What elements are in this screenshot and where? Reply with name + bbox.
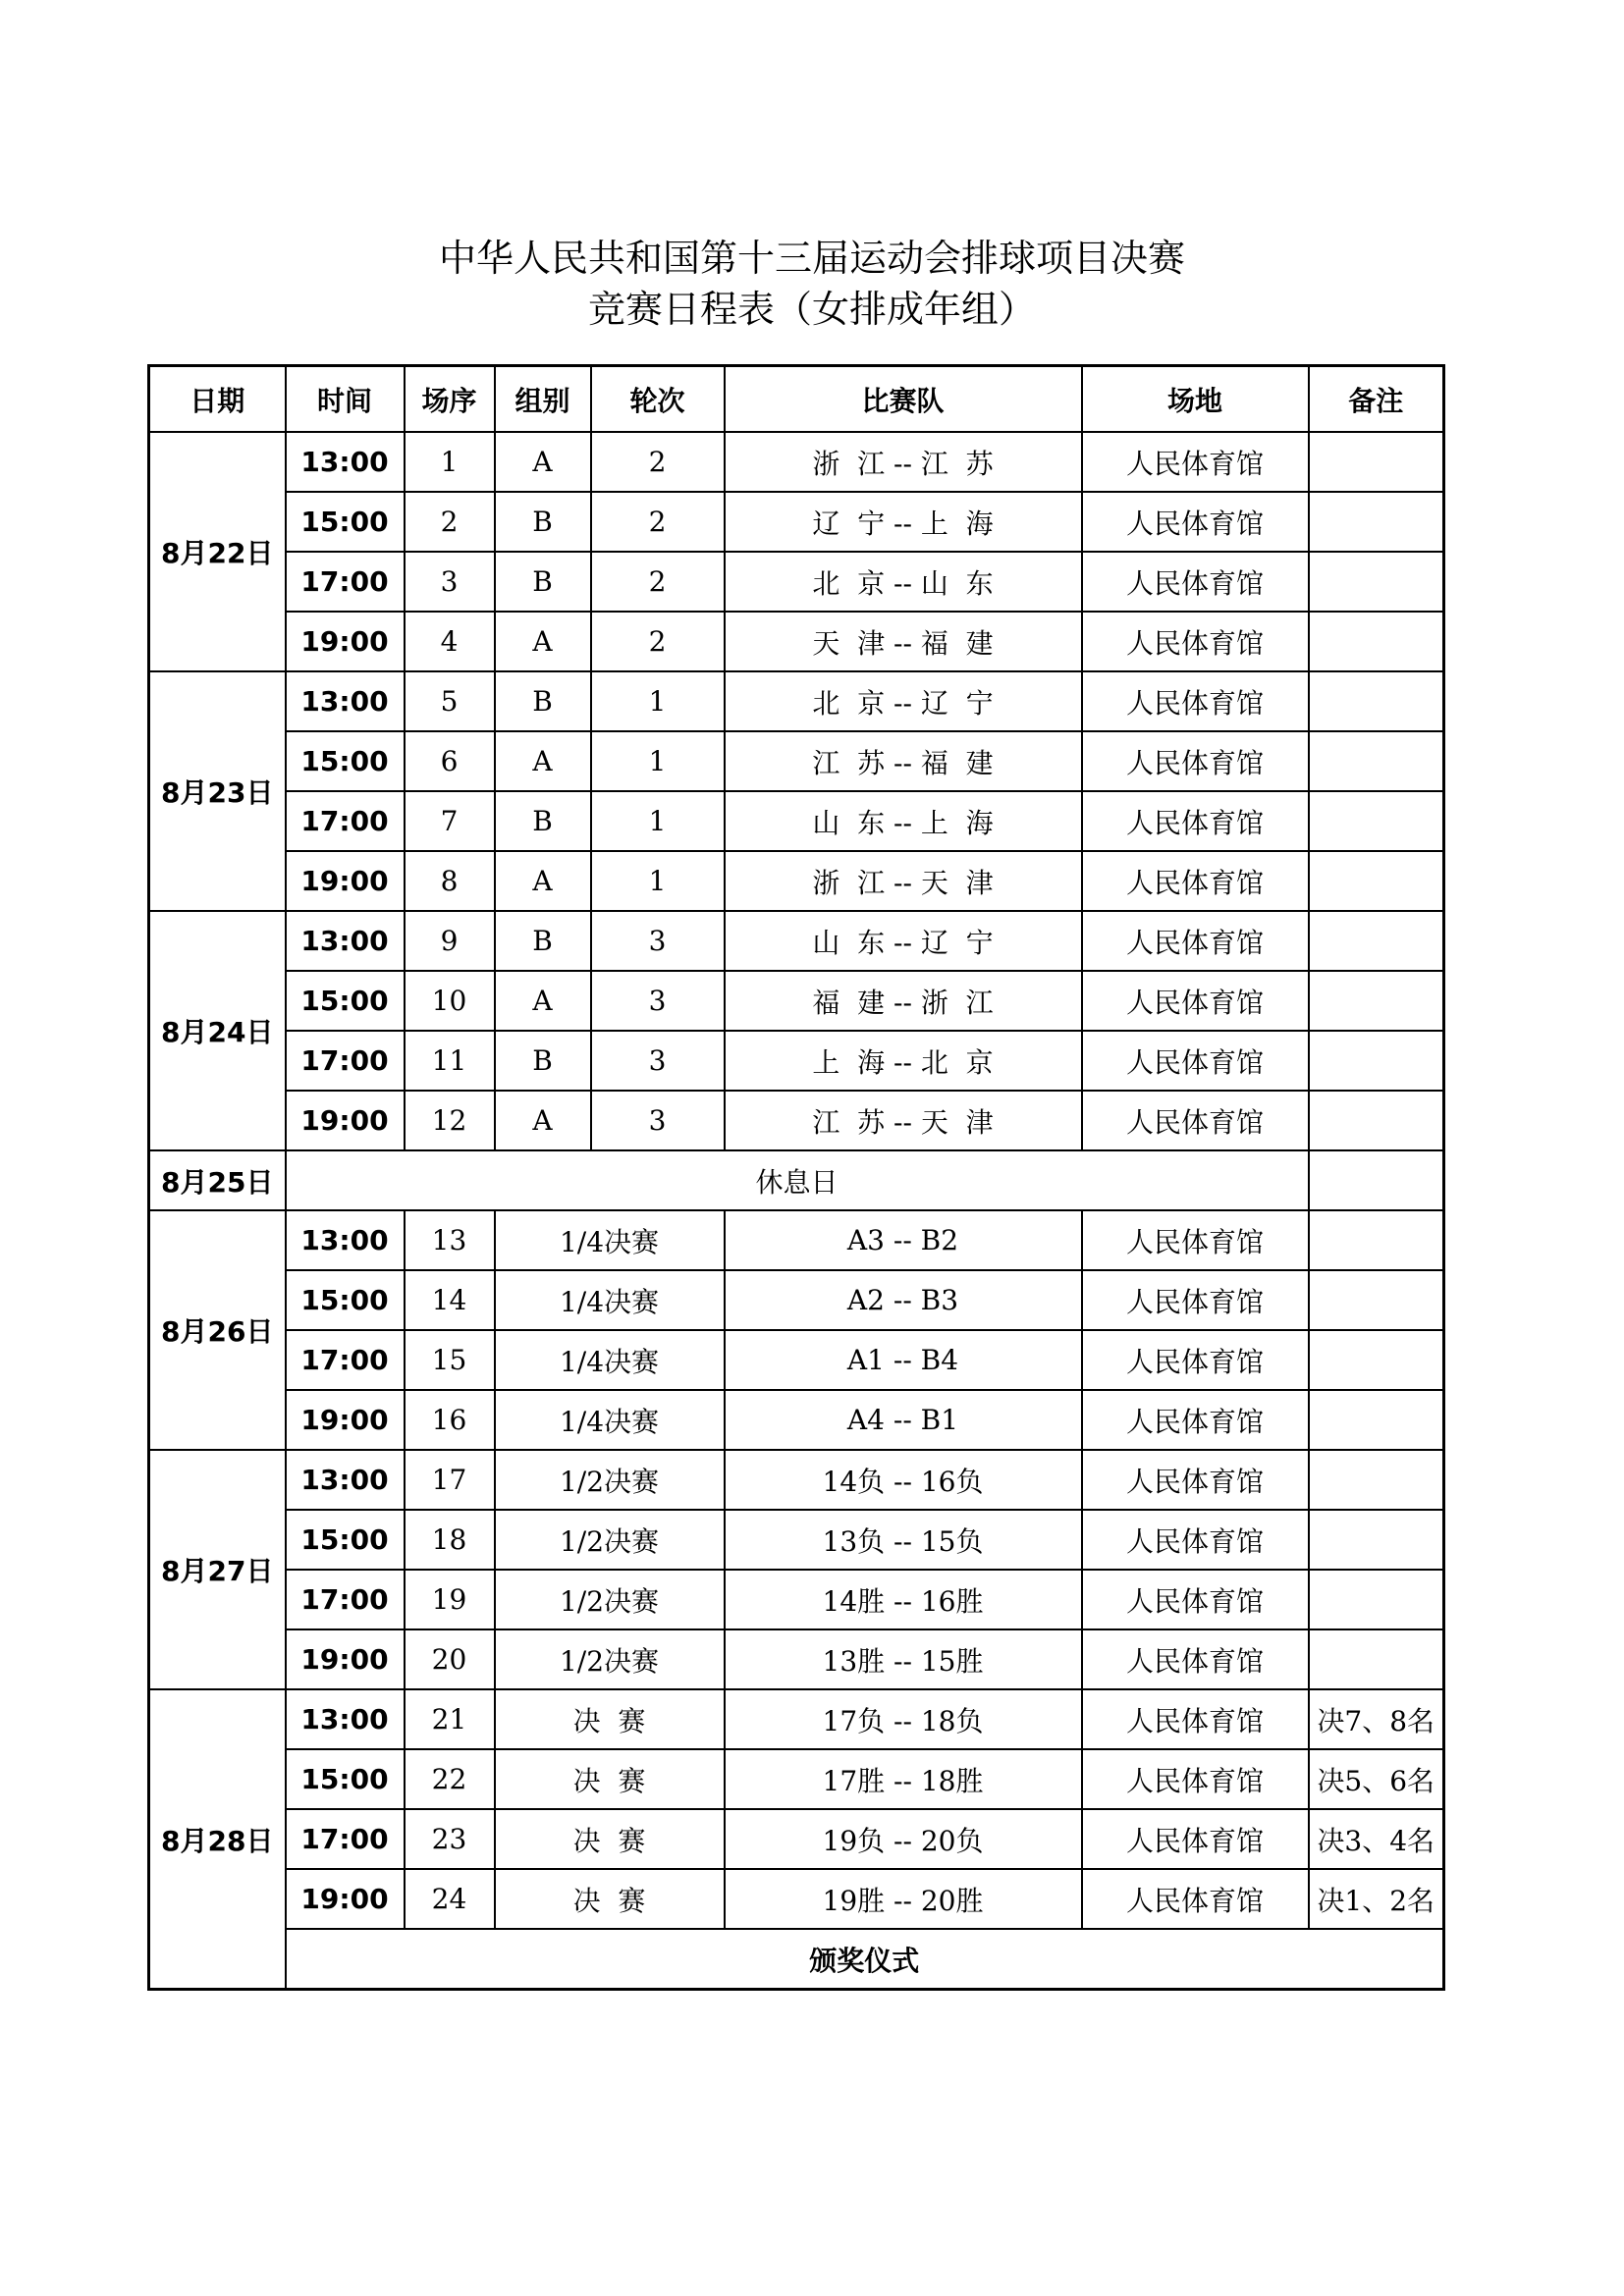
match-no-cell: 11 (405, 1031, 495, 1091)
teams-cell: A3 -- B2 (725, 1210, 1082, 1270)
time-cell: 19:00 (286, 1091, 405, 1150)
time-cell: 15:00 (286, 731, 405, 791)
venue-cell: 人民体育馆 (1082, 1749, 1309, 1809)
time-cell: 13:00 (286, 1689, 405, 1749)
time-cell: 13:00 (286, 671, 405, 731)
venue-cell: 人民体育馆 (1082, 612, 1309, 671)
table-row (149, 1809, 1444, 1869)
note-cell (1309, 432, 1444, 492)
table-row (149, 612, 1444, 671)
note-cell (1309, 911, 1444, 971)
ceremony-label: 颁奖仪式 (286, 1929, 1444, 1990)
round-cell: 2 (591, 432, 725, 492)
match-no-cell: 7 (405, 791, 495, 851)
date-cell: 8月23日 (149, 671, 286, 911)
match-no-cell: 9 (405, 911, 495, 971)
note-cell: 决3、4名 (1309, 1809, 1444, 1869)
match-no-cell: 1 (405, 432, 495, 492)
table-row (149, 1210, 1444, 1270)
round-cell: 1 (591, 671, 725, 731)
header-group: 组别 (495, 366, 591, 433)
ceremony-row (149, 1929, 1444, 1990)
note-cell (1309, 1091, 1444, 1150)
note-cell (1309, 971, 1444, 1031)
group-cell: B (495, 911, 591, 971)
group-cell: A (495, 432, 591, 492)
time-cell: 19:00 (286, 851, 405, 911)
round-cell: 3 (591, 911, 725, 971)
table-row (149, 1510, 1444, 1570)
date-cell: 8月27日 (149, 1450, 286, 1689)
note-cell (1309, 731, 1444, 791)
time-cell: 19:00 (286, 612, 405, 671)
note-cell (1309, 1330, 1444, 1390)
stage-cell: 1/2决赛 (495, 1570, 725, 1629)
table-row (149, 1390, 1444, 1450)
round-cell: 3 (591, 971, 725, 1031)
stage-cell: 1/4决赛 (495, 1270, 725, 1330)
group-cell: A (495, 1091, 591, 1150)
table-row (149, 851, 1444, 911)
group-cell: B (495, 552, 591, 612)
header-round: 轮次 (591, 366, 725, 433)
venue-cell: 人民体育馆 (1082, 1390, 1309, 1450)
teams-cell: 14负 -- 16负 (725, 1450, 1082, 1510)
venue-cell: 人民体育馆 (1082, 432, 1309, 492)
note-cell (1309, 612, 1444, 671)
table-row (149, 671, 1444, 731)
venue-cell: 人民体育馆 (1082, 851, 1309, 911)
round-cell: 3 (591, 1091, 725, 1150)
table-row (149, 1330, 1444, 1390)
teams-cell: 天 津 -- 福 建 (725, 612, 1082, 671)
date-cell: 8月22日 (149, 432, 286, 671)
match-no-cell: 20 (405, 1629, 495, 1689)
venue-cell: 人民体育馆 (1082, 1689, 1309, 1749)
venue-cell: 人民体育馆 (1082, 671, 1309, 731)
stage-cell: 1/4决赛 (495, 1330, 725, 1390)
time-cell: 15:00 (286, 1270, 405, 1330)
teams-cell: 13负 -- 15负 (725, 1510, 1082, 1570)
group-cell: B (495, 492, 591, 552)
match-no-cell: 21 (405, 1689, 495, 1749)
venue-cell: 人民体育馆 (1082, 1629, 1309, 1689)
round-cell: 1 (591, 731, 725, 791)
time-cell: 15:00 (286, 1749, 405, 1809)
teams-cell: 江 苏 -- 福 建 (725, 731, 1082, 791)
teams-cell: 辽 宁 -- 上 海 (725, 492, 1082, 552)
teams-cell: 浙 江 -- 天 津 (725, 851, 1082, 911)
stage-cell: 决 赛 (495, 1869, 725, 1929)
header-match-no: 场序 (405, 366, 495, 433)
match-no-cell: 12 (405, 1091, 495, 1150)
round-cell: 2 (591, 552, 725, 612)
match-no-cell: 5 (405, 671, 495, 731)
table-row (149, 1689, 1444, 1749)
venue-cell: 人民体育馆 (1082, 971, 1309, 1031)
group-cell: A (495, 612, 591, 671)
match-no-cell: 15 (405, 1330, 495, 1390)
time-cell: 13:00 (286, 911, 405, 971)
header-note: 备注 (1309, 366, 1444, 433)
note-cell (1309, 671, 1444, 731)
time-cell: 17:00 (286, 791, 405, 851)
group-cell: A (495, 971, 591, 1031)
note-cell (1309, 1629, 1444, 1689)
table-row (149, 1629, 1444, 1689)
table-row (149, 1270, 1444, 1330)
match-no-cell: 8 (405, 851, 495, 911)
note-cell (1309, 791, 1444, 851)
table-row (149, 1450, 1444, 1510)
note-cell (1309, 552, 1444, 612)
note-cell (1309, 1570, 1444, 1629)
note-cell (1309, 1150, 1444, 1210)
stage-cell: 1/4决赛 (495, 1210, 725, 1270)
time-cell: 15:00 (286, 492, 405, 552)
teams-cell: 山 东 -- 上 海 (725, 791, 1082, 851)
header-row (149, 366, 1444, 433)
note-cell (1309, 1510, 1444, 1570)
header-date: 日期 (149, 366, 286, 433)
table-row (149, 432, 1444, 492)
round-cell: 3 (591, 1031, 725, 1091)
group-cell: B (495, 1031, 591, 1091)
time-cell: 13:00 (286, 1450, 405, 1510)
match-no-cell: 3 (405, 552, 495, 612)
teams-cell: 北 京 -- 山 东 (725, 552, 1082, 612)
match-no-cell: 24 (405, 1869, 495, 1929)
note-cell (1309, 492, 1444, 552)
stage-cell: 决 赛 (495, 1809, 725, 1869)
teams-cell: 19胜 -- 20胜 (725, 1869, 1082, 1929)
header-teams: 比赛队 (725, 366, 1082, 433)
venue-cell: 人民体育馆 (1082, 911, 1309, 971)
match-no-cell: 4 (405, 612, 495, 671)
teams-cell: 17胜 -- 18胜 (725, 1749, 1082, 1809)
header-time: 时间 (286, 366, 405, 433)
time-cell: 19:00 (286, 1390, 405, 1450)
table-row (149, 1749, 1444, 1809)
table-row (149, 911, 1444, 971)
teams-cell: A1 -- B4 (725, 1330, 1082, 1390)
venue-cell: 人民体育馆 (1082, 1031, 1309, 1091)
document-title: 中华人民共和国第十三届运动会排球项目决赛 (438, 237, 1185, 280)
match-no-cell: 18 (405, 1510, 495, 1570)
time-cell: 19:00 (286, 1869, 405, 1929)
date-cell: 8月26日 (149, 1210, 286, 1450)
time-cell: 13:00 (286, 432, 405, 492)
match-no-cell: 22 (405, 1749, 495, 1809)
time-cell: 19:00 (286, 1629, 405, 1689)
note-cell: 决1、2名 (1309, 1869, 1444, 1929)
note-cell (1309, 1450, 1444, 1510)
rest-day-row (149, 1150, 1444, 1210)
time-cell: 17:00 (286, 552, 405, 612)
venue-cell: 人民体育馆 (1082, 1091, 1309, 1150)
time-cell: 13:00 (286, 1210, 405, 1270)
venue-cell: 人民体育馆 (1082, 1809, 1309, 1869)
table-row (149, 1091, 1444, 1150)
match-no-cell: 6 (405, 731, 495, 791)
group-cell: B (495, 791, 591, 851)
table-row (149, 731, 1444, 791)
date-cell: 8月24日 (149, 911, 286, 1150)
note-cell (1309, 1031, 1444, 1091)
table-row (149, 552, 1444, 612)
venue-cell: 人民体育馆 (1082, 1510, 1309, 1570)
venue-cell: 人民体育馆 (1082, 731, 1309, 791)
venue-cell: 人民体育馆 (1082, 1450, 1309, 1510)
match-no-cell: 14 (405, 1270, 495, 1330)
venue-cell: 人民体育馆 (1082, 552, 1309, 612)
venue-cell: 人民体育馆 (1082, 1570, 1309, 1629)
match-no-cell: 10 (405, 971, 495, 1031)
schedule-table (147, 364, 1445, 1991)
time-cell: 17:00 (286, 1031, 405, 1091)
teams-cell: 浙 江 -- 江 苏 (725, 432, 1082, 492)
round-cell: 1 (591, 791, 725, 851)
stage-cell: 1/2决赛 (495, 1450, 725, 1510)
header-venue: 场地 (1082, 366, 1309, 433)
note-cell (1309, 1390, 1444, 1450)
teams-cell: 17负 -- 18负 (725, 1689, 1082, 1749)
match-no-cell: 13 (405, 1210, 495, 1270)
teams-cell: 北 京 -- 辽 宁 (725, 671, 1082, 731)
table-row (149, 791, 1444, 851)
table-row (149, 492, 1444, 552)
stage-cell: 决 赛 (495, 1749, 725, 1809)
match-no-cell: 16 (405, 1390, 495, 1450)
venue-cell: 人民体育馆 (1082, 1210, 1309, 1270)
venue-cell: 人民体育馆 (1082, 1270, 1309, 1330)
time-cell: 17:00 (286, 1330, 405, 1390)
round-cell: 1 (591, 851, 725, 911)
venue-cell: 人民体育馆 (1082, 1869, 1309, 1929)
match-no-cell: 19 (405, 1570, 495, 1629)
document-subtitle: 竞赛日程表（女排成年组） (587, 288, 1036, 331)
teams-cell: 上 海 -- 北 京 (725, 1031, 1082, 1091)
date-cell: 8月28日 (149, 1689, 286, 1990)
table-row (149, 1869, 1444, 1929)
note-cell: 决7、8名 (1309, 1689, 1444, 1749)
time-cell: 15:00 (286, 1510, 405, 1570)
group-cell: A (495, 851, 591, 911)
time-cell: 17:00 (286, 1809, 405, 1869)
match-no-cell: 17 (405, 1450, 495, 1510)
table-row (149, 971, 1444, 1031)
group-cell: A (495, 731, 591, 791)
stage-cell: 决 赛 (495, 1689, 725, 1749)
teams-cell: 14胜 -- 16胜 (725, 1570, 1082, 1629)
teams-cell: 19负 -- 20负 (725, 1809, 1082, 1869)
match-no-cell: 23 (405, 1809, 495, 1869)
teams-cell: 13胜 -- 15胜 (725, 1629, 1082, 1689)
stage-cell: 1/4决赛 (495, 1390, 725, 1450)
match-no-cell: 2 (405, 492, 495, 552)
teams-cell: A4 -- B1 (725, 1390, 1082, 1450)
note-cell: 决5、6名 (1309, 1749, 1444, 1809)
stage-cell: 1/2决赛 (495, 1629, 725, 1689)
teams-cell: 江 苏 -- 天 津 (725, 1091, 1082, 1150)
table-row (149, 1570, 1444, 1629)
date-cell: 8月25日 (149, 1150, 286, 1210)
venue-cell: 人民体育馆 (1082, 791, 1309, 851)
teams-cell: 山 东 -- 辽 宁 (725, 911, 1082, 971)
time-cell: 17:00 (286, 1570, 405, 1629)
rest-day-label: 休息日 (286, 1150, 1309, 1210)
round-cell: 2 (591, 492, 725, 552)
table-row (149, 1031, 1444, 1091)
note-cell (1309, 851, 1444, 911)
stage-cell: 1/2决赛 (495, 1510, 725, 1570)
note-cell (1309, 1270, 1444, 1330)
time-cell: 15:00 (286, 971, 405, 1031)
teams-cell: 福 建 -- 浙 江 (725, 971, 1082, 1031)
teams-cell: A2 -- B3 (725, 1270, 1082, 1330)
group-cell: B (495, 671, 591, 731)
venue-cell: 人民体育馆 (1082, 492, 1309, 552)
venue-cell: 人民体育馆 (1082, 1330, 1309, 1390)
round-cell: 2 (591, 612, 725, 671)
note-cell (1309, 1210, 1444, 1270)
